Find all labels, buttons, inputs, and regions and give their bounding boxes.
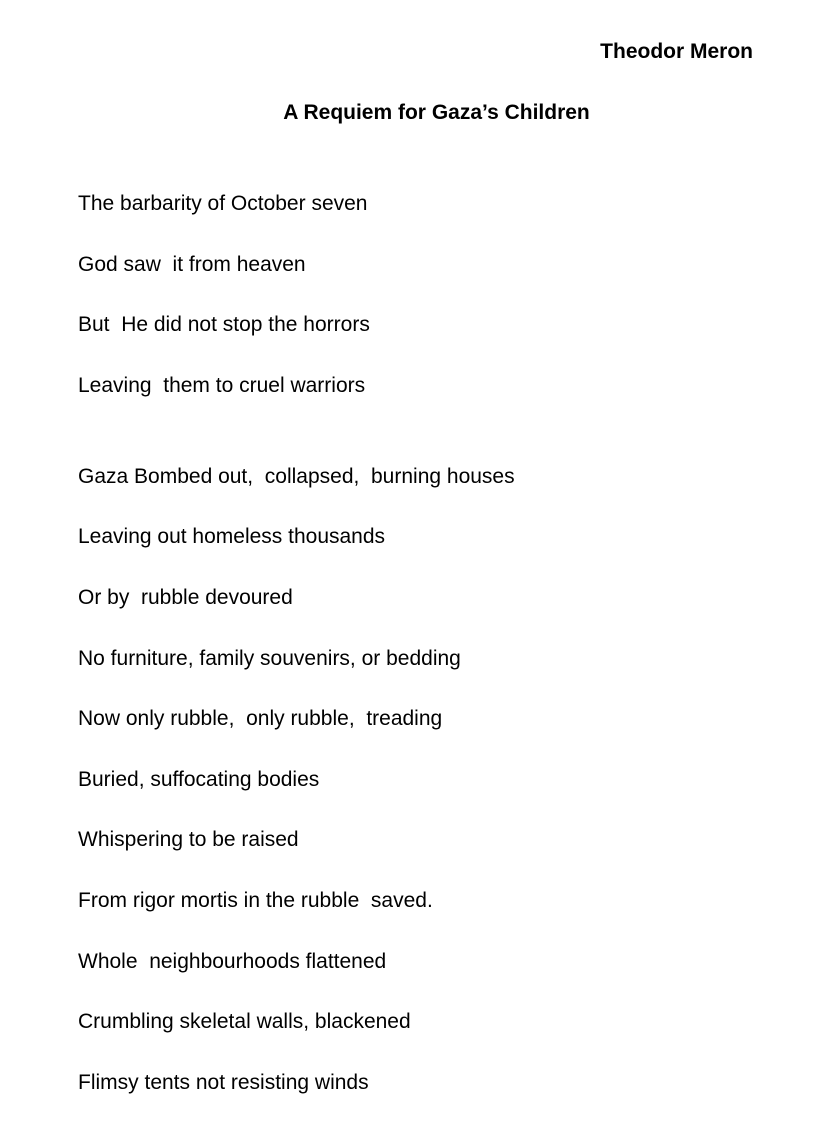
poem-line: Or by rubble devoured <box>78 586 293 609</box>
poem-line: From rigor mortis in the rubble saved. <box>78 889 433 912</box>
poem-line: Now only rubble, only rubble, treading <box>78 707 443 730</box>
poem-line: But He did not stop the horrors <box>78 313 370 336</box>
poem-line: The barbarity of October seven <box>78 192 368 215</box>
poem-line: Leaving them to cruel warriors <box>78 374 366 397</box>
poem-line: Whispering to be raised <box>78 828 299 851</box>
poem-line: God saw it from heaven <box>78 253 306 276</box>
author-name: Theodor Meron <box>600 40 753 63</box>
poem-line: Flimsy tents not resisting winds <box>78 1071 369 1094</box>
poem-line: Gaza Bombed out, collapsed, burning houses <box>78 465 515 488</box>
poem-line: No furniture, family souvenirs, or bedding <box>78 647 461 670</box>
poem-title: A Requiem for Gaza’s Children <box>283 101 590 124</box>
poem-line: Whole neighbourhoods flattened <box>78 950 387 973</box>
poem-line: Buried, suffocating bodies <box>78 768 320 791</box>
poem-line: Crumbling skeletal walls, blackened <box>78 1010 411 1033</box>
poem-line: Leaving out homeless thousands <box>78 525 386 548</box>
